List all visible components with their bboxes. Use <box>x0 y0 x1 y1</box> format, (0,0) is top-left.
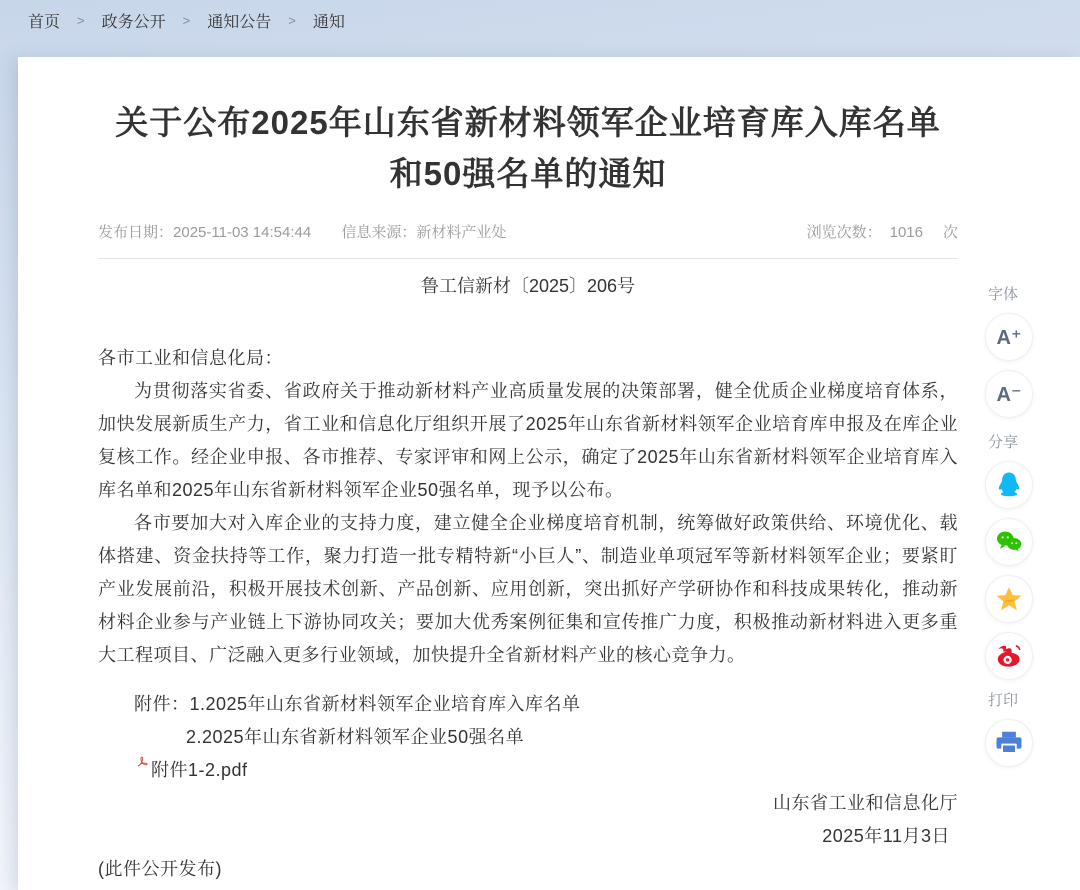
print-button[interactable] <box>985 719 1033 767</box>
share-qq-button[interactable] <box>985 461 1033 509</box>
print-section-label: 打印 <box>988 692 1019 709</box>
font-decrease-button[interactable] <box>985 370 1033 418</box>
pdf-icon <box>136 754 150 769</box>
article-content <box>98 57 958 886</box>
page-title-line-2: 和50强名单的通知 <box>389 155 667 192</box>
attachment-pdf-link[interactable] <box>98 754 958 787</box>
page-title-line-1: 关于公布2025年山东省新材料领军企业培育库入库名单 <box>115 104 941 141</box>
font-section-label: 字体 <box>988 286 1019 303</box>
share-section-label: 分享 <box>988 434 1019 451</box>
page-title <box>98 97 958 199</box>
tool-sidebar <box>985 283 1043 776</box>
attachment-pdf-filename: 附件1-2.pdf <box>151 760 248 780</box>
breadcrumb-separator: > <box>288 13 296 28</box>
qq-icon <box>994 470 1024 500</box>
article-body <box>98 342 958 886</box>
breadcrumb-separator: > <box>77 13 85 28</box>
body-paragraph: 为贯彻落实省委、省政府关于推动新材料产业高质量发展的决策部署，健全优质企业梯度培育体系，加快发展新质生产力，省工业和信息化厅组织开展了2025年山东省新材料领军企业培育库申报及在库企业复核工作。经企业申报、各市推荐、专家评审和网上公示，确定了2025年山东省新材料领军企业培育库入库名单和2025年山东省新材料领军企业50强名单，现予以公布。 <box>98 381 958 500</box>
views-label: 浏览次数： <box>806 224 882 241</box>
weibo-icon <box>994 641 1024 671</box>
wechat-icon <box>994 527 1024 557</box>
signature-date: 2025年11月3日 <box>822 826 950 846</box>
source-label: 信息来源： <box>341 224 417 241</box>
meta-divider <box>98 258 958 259</box>
article-meta-left <box>98 221 506 242</box>
publish-date-value: 2025-11-03 14:54:44 <box>173 224 312 241</box>
breadcrumb-home[interactable]: 首页 <box>28 14 61 31</box>
public-release-note: (此件公开发布) <box>98 859 222 879</box>
breadcrumb-separator: > <box>182 13 191 28</box>
document-number: 鲁工信新材〔2025〕206号 <box>420 276 636 296</box>
attachment-line-1 <box>98 688 958 721</box>
views-unit: 次 <box>942 224 958 241</box>
share-qzone-button[interactable] <box>985 575 1033 623</box>
attachments-block <box>98 688 958 787</box>
printer-icon <box>994 728 1024 758</box>
source-value: 新材料产业处 <box>416 224 507 241</box>
font-decrease-label: A⁻ <box>996 383 1022 406</box>
article-meta <box>98 221 958 242</box>
attachment-item-2: 2.2025年山东省新材料领军企业50强名单 <box>186 727 525 747</box>
share-weibo-button[interactable] <box>985 632 1033 680</box>
breadcrumb-gov-info[interactable]: 政务公开 <box>101 14 166 31</box>
attachments-label: 附件： <box>134 694 190 714</box>
attachment-item-1: 1.2025年山东省新材料领军企业培育库入库名单 <box>189 694 581 714</box>
breadcrumb-notice[interactable]: 通知 <box>312 14 345 31</box>
breadcrumb <box>28 9 345 32</box>
signature-organization: 山东省工业和信息化厅 <box>773 793 958 813</box>
article-meta-right <box>807 221 958 242</box>
share-wechat-button[interactable] <box>985 518 1033 566</box>
body-paragraph: 各市要加大对入库企业的支持力度，建立健全企业梯度培育机制，统筹做好政策供给、环境优化、载体搭建、资金扶持等工作，聚力打造一批专精特新“小巨人”、制造业单项冠军等新材料领军企业；要紧盯产业发展前沿，积极开展技术创新、产品创新、应用创新，突出抓好产学研协作和科技成果转化，推动新材料企业参与产业链上下游协同攻关；要加大优秀案例征集和宣传推广力度，积极推动新材料进入更多重大工程项目、广泛融入更多行业领域，加快提升全省新材料产业的核心竞争力。 <box>98 513 958 665</box>
font-increase-label: A⁺ <box>996 326 1022 349</box>
salutation: 各市工业和信息化局： <box>98 348 283 368</box>
article-card <box>18 57 1080 890</box>
font-increase-button[interactable] <box>985 313 1033 361</box>
breadcrumb-notices[interactable]: 通知公告 <box>207 14 272 31</box>
views-count: 1016 <box>889 224 923 241</box>
qzone-icon <box>994 584 1024 614</box>
publish-date-label: 发布日期： <box>98 224 174 241</box>
